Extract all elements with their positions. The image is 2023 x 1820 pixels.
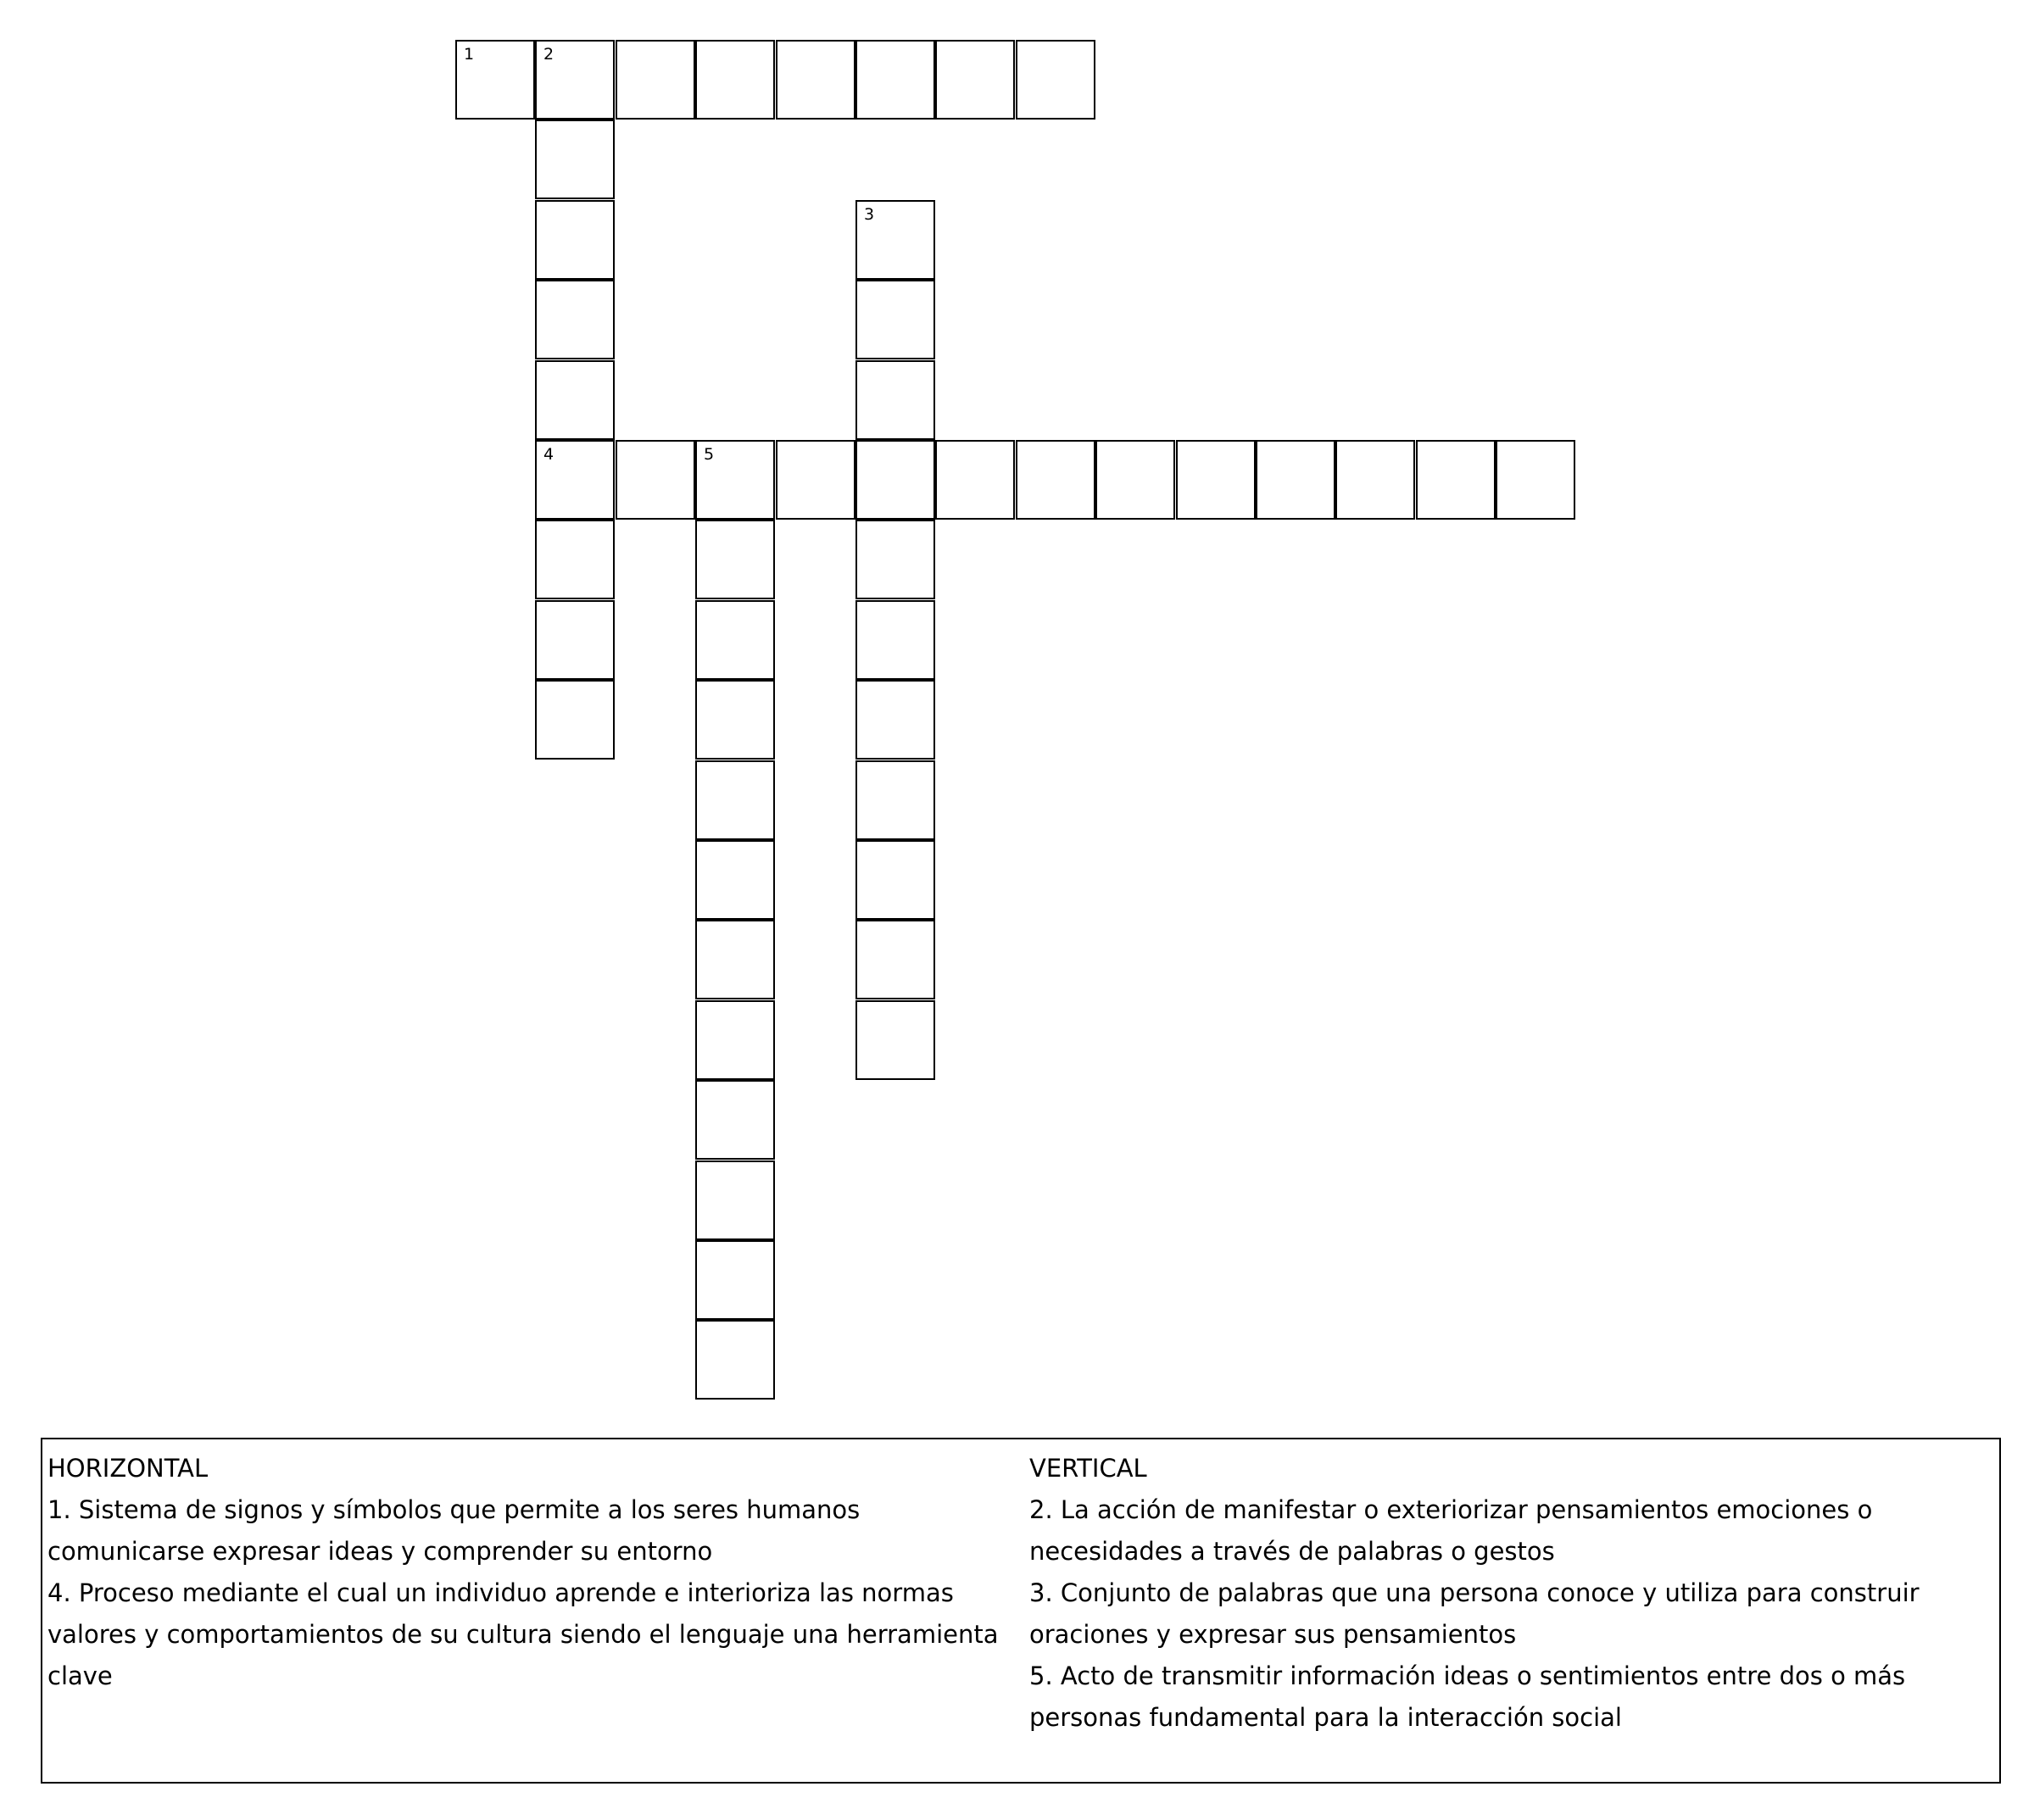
crossword-cell[interactable] [1016,40,1095,120]
vertical-clues [1029,1448,1996,1739]
crossword-cell[interactable] [855,40,935,120]
crossword-cell[interactable] [1016,440,1095,520]
crossword-cell[interactable] [535,600,615,680]
crossword-cell[interactable] [535,360,615,440]
crossword-cell[interactable] [695,1160,775,1240]
clue-number: 3 [864,205,875,224]
crossword-cell[interactable] [855,360,935,440]
crossword-cell[interactable] [855,600,935,680]
crossword-cell[interactable] [855,200,935,280]
crossword-cell[interactable] [695,920,775,999]
clue-down-2: 2. La acción de manifestar o exteriorizar pensamientos emociones o necesidades a través de palabras o gestos [1029,1495,1873,1566]
crossword-cell[interactable] [695,40,775,120]
crossword-cell[interactable] [695,1080,775,1160]
clue-across-4: 4. Proceso mediante el cual un individuo aprende e interioriza las normas valores y comportamientos de su cultura siendo el lenguaje una herramienta clave [47,1578,999,1690]
crossword-cell[interactable] [535,280,615,359]
clues-panel [41,1438,2001,1784]
crossword-cell[interactable] [935,440,1015,520]
crossword-cell[interactable] [695,1240,775,1320]
crossword-cell[interactable] [535,40,615,120]
crossword-cell[interactable] [1416,440,1496,520]
crossword-cell[interactable] [855,440,935,520]
crossword-cell[interactable] [616,40,695,120]
crossword-cell[interactable] [695,1000,775,1080]
crossword-cell[interactable] [855,920,935,999]
crossword-cell[interactable] [695,520,775,599]
crossword-cell[interactable] [855,840,935,920]
crossword-cell[interactable] [1496,440,1575,520]
crossword-cell[interactable] [776,40,855,120]
clue-number: 4 [543,445,555,464]
vertical-heading: VERTICAL [1029,1454,1147,1483]
crossword-cell[interactable] [695,440,775,520]
crossword-cell[interactable] [535,440,615,520]
crossword-cell[interactable] [1335,440,1415,520]
crossword-cell[interactable] [855,680,935,760]
clue-across-1: 1. Sistema de signos y símbolos que permite a los seres humanos comunicarse expresar ideas y comprender su entorno [47,1495,861,1566]
crossword-cell[interactable] [616,440,695,520]
clue-number: 1 [464,45,475,64]
crossword-cell[interactable] [855,520,935,599]
crossword-cell[interactable] [535,120,615,199]
crossword-cell[interactable] [535,200,615,280]
crossword-cell[interactable] [1256,440,1335,520]
crossword-cell[interactable] [535,520,615,599]
clue-down-5: 5. Acto de transmitir información ideas o sentimientos entre dos o más personas fundamental para la interacción social [1029,1661,1906,1732]
crossword-cell[interactable] [695,680,775,760]
horizontal-clues [47,1448,1023,1697]
crossword-cell[interactable] [695,1320,775,1400]
horizontal-heading: HORIZONTAL [47,1454,209,1483]
crossword-cell[interactable] [776,440,855,520]
crossword-cell[interactable] [855,760,935,840]
clue-down-3: 3. Conjunto de palabras que una persona conoce y utiliza para construir oraciones y expresar sus pensamientos [1029,1578,1920,1649]
crossword-cell[interactable] [855,1000,935,1080]
crossword-cell[interactable] [695,760,775,840]
crossword-cell[interactable] [935,40,1015,120]
crossword-cell[interactable] [695,600,775,680]
crossword-cell[interactable] [855,280,935,359]
clue-number: 2 [543,45,555,64]
crossword-cell[interactable] [1095,440,1175,520]
crossword-cell[interactable] [535,680,615,760]
crossword-cell[interactable] [695,840,775,920]
clue-number: 5 [704,445,715,464]
crossword-cell[interactable] [455,40,535,120]
crossword-cell[interactable] [1176,440,1256,520]
